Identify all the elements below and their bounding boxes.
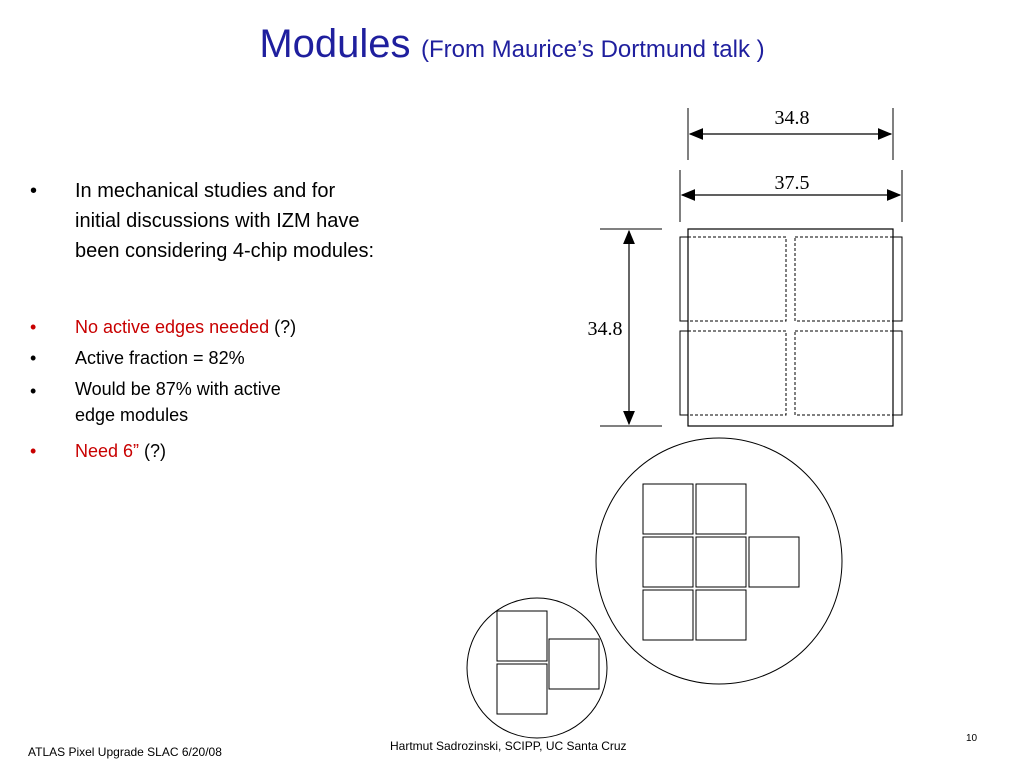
bullet-dot: • bbox=[30, 381, 37, 401]
bullet-suffix: (?) bbox=[139, 441, 167, 461]
footer-event: ATLAS Pixel Upgrade SLAC 6/20/08 bbox=[28, 745, 222, 759]
bullet-dot: • bbox=[30, 441, 37, 461]
dimension-middle bbox=[680, 170, 902, 222]
bullet-text: Active fraction = 82% bbox=[75, 348, 245, 368]
wafer-module bbox=[749, 537, 799, 587]
bullet-highlight: Need 6” bbox=[75, 441, 140, 461]
bullet-highlight: No active edges needed bbox=[75, 317, 270, 337]
chip bbox=[795, 237, 893, 321]
footer-author: Hartmut Sadrozinski, SCIPP, UC Santa Cruz bbox=[390, 739, 627, 753]
wafer-module bbox=[643, 537, 693, 587]
dimension-left-label: 34.8 bbox=[587, 318, 623, 340]
four-chip-module bbox=[680, 229, 902, 426]
bullet-line: Would be 87% with active bbox=[75, 379, 281, 399]
bullet-dot: • bbox=[30, 180, 38, 202]
bullet-line: In mechanical studies and for bbox=[75, 180, 336, 202]
small-wafer bbox=[467, 598, 607, 738]
wafer-module bbox=[696, 484, 746, 534]
module-outline bbox=[688, 229, 893, 426]
bullet-line: edge modules bbox=[75, 405, 189, 425]
dimension-top bbox=[688, 107, 893, 160]
page-number: 10 bbox=[966, 733, 978, 744]
wafer-module bbox=[497, 611, 547, 661]
wafer-module bbox=[549, 639, 599, 689]
wafer-module bbox=[696, 537, 746, 587]
large-wafer bbox=[596, 438, 842, 684]
wafer-module bbox=[643, 484, 693, 534]
bullet-line: been considering 4-chip modules: bbox=[75, 240, 375, 262]
chip-edge bbox=[680, 237, 688, 321]
title-subtitle: (From Maurice’s Dortmund talk ) bbox=[421, 36, 765, 63]
bullet-line: initial discussions with IZM have bbox=[75, 210, 360, 232]
dimension-left bbox=[588, 229, 663, 426]
dimension-top-label: 34.8 bbox=[774, 107, 810, 129]
wafer-module bbox=[497, 664, 547, 714]
title-main: Modules bbox=[259, 22, 411, 66]
wafer-module bbox=[643, 590, 693, 640]
dimension-middle-label: 37.5 bbox=[774, 172, 810, 194]
bullet-dot: • bbox=[30, 348, 37, 368]
bullet-dot: • bbox=[30, 317, 37, 337]
wafer-module bbox=[696, 590, 746, 640]
chip bbox=[795, 331, 893, 415]
chip-edge bbox=[893, 237, 902, 321]
bullet-suffix: (?) bbox=[269, 317, 297, 337]
chip-edge bbox=[680, 331, 688, 415]
chip bbox=[688, 331, 786, 415]
chip bbox=[688, 237, 786, 321]
chip-edge bbox=[893, 331, 902, 415]
